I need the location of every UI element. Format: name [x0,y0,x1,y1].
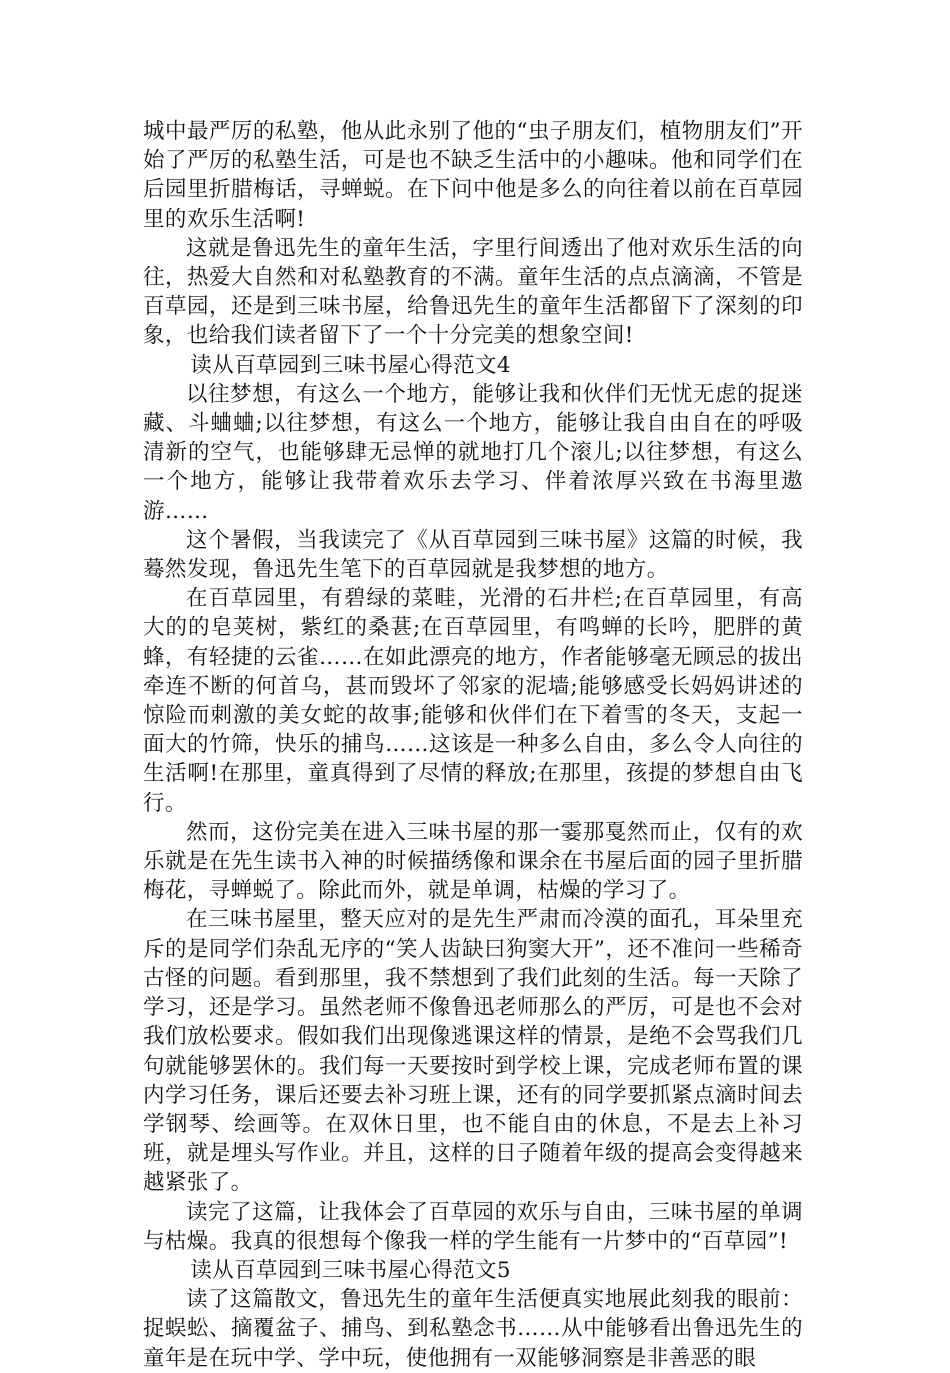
paragraph: 城中最严厉的私塾，他从此永别了他的“虫子朋友们，植物朋友们”开始了严厉的私塾生活，可是也不缺乏生活中的小趣味。他和同学们在后园里折腊梅话，寻蝉蜕。在下问中他是多么的向往着以前在百草园里的欢乐生活啊! [143,119,803,232]
paragraph: 以往梦想，有这么一个地方，能够让我和伙伴们无忧无虑的捉迷藏、斗蛐蛐;以往梦想，有这么一个地方，能够让我自由自在的呼吸清新的空气，也能够肆无忌惮的就地打几个滚儿;以往梦想，有这么一个地方，能够让我带着欢乐去学习、伴着浓厚兴致在书海里遨游…… [143,381,803,524]
paragraph: 然而，这份完美在进入三味书屋的那一霎那戛然而止，仅有的欢乐就是在先生读书入神的时候描绣像和课余在书屋后面的园子里折腊梅花，寻蝉蜕了。除此而外，就是单调，枯燥的学习了。 [143,819,803,904]
paragraph: 读完了这篇，让我体会了百草园的欢乐与自由，三味书屋的单调与枯燥。我真的很想每个像我一样的学生能有一片梦中的“百草园”! [143,1199,803,1254]
section-heading: 读从百草园到三味书屋心得范文4 [190,352,511,378]
document-page [143,117,803,1373]
section-heading: 读从百草园到三味书屋心得范文5 [190,1257,511,1283]
paragraph: 这个暑假，当我读完了《从百草园到三味书屋》这篇的时候，我蓦然发现，鲁迅先生笔下的百草园就是我梦想的地方。 [143,527,803,583]
paragraph: 在百草园里，有碧绿的菜畦，光滑的石井栏;在百草园里，有高大的的皂荚树，紫红的桑葚;在百草园里，有鸣蝉的长吟，肥胖的黄蜂，有轻捷的云雀……在如此漂亮的地方，作者能够毫无顾忌的拔出牵连不断的何首乌，甚而毁坏了邻家的泥墙;能够感受长妈妈讲述的惊险而刺激的美女蛇的故事;能够和伙伴们在下着雪的冬天，支起一面大的竹筛，快乐的捕鸟……这该是一种多么自由，多么令人向往的生活啊!在那里，童真得到了尽情的释放;在那里，孩提的梦想自由飞行。 [143,586,803,816]
paragraph: 在三味书屋里，整天应对的是先生严肃而冷漠的面孔，耳朵里充斥的是同学们杂乱无序的“笑人齿缺曰狗窦大开”，还不准问一些稀奇古怪的问题。看到那里，我不禁想到了我们此刻的生活。每一天除了学习，还是学习。虽然老师不像鲁迅老师那么的严厉，可是也不会对我们放松要求。假如我们出现像逃课这样的情景，是绝不会骂我们几句就能够罢休的。我们每一天要按时到学校上课，完成老师布置的课内学习任务，课后还要去补习班上课，还有的同学要抓紧点滴时间去学钢琴、绘画等。在双休日里，也不能自由的休息，不是去上补习班，就是埋头写作业。并且，这样的日子随着年级的提高会变得越来越紧张了。 [143,907,803,1196]
paragraph: 这就是鲁迅先生的童年生活，字里行间透出了他对欢乐生活的向往，热爱大自然和对私塾教育的不满。童年生活的点点滴滴，不管是百草园，还是到三味书屋，给鲁迅先生的童年生活都留下了深刻的印象，也给我们读者留下了一个十分完美的想象空间! [143,235,803,349]
paragraph: 读了这篇散文，鲁迅先生的童年生活便真实地展此刻我的眼前：捉蜈蚣、摘覆盆子、捕鸟、到私塾念书……从中能够看出鲁迅先生的童年是在玩中学、学中玩，使他拥有一双能够洞察是非善恶的眼 [143,1287,803,1371]
